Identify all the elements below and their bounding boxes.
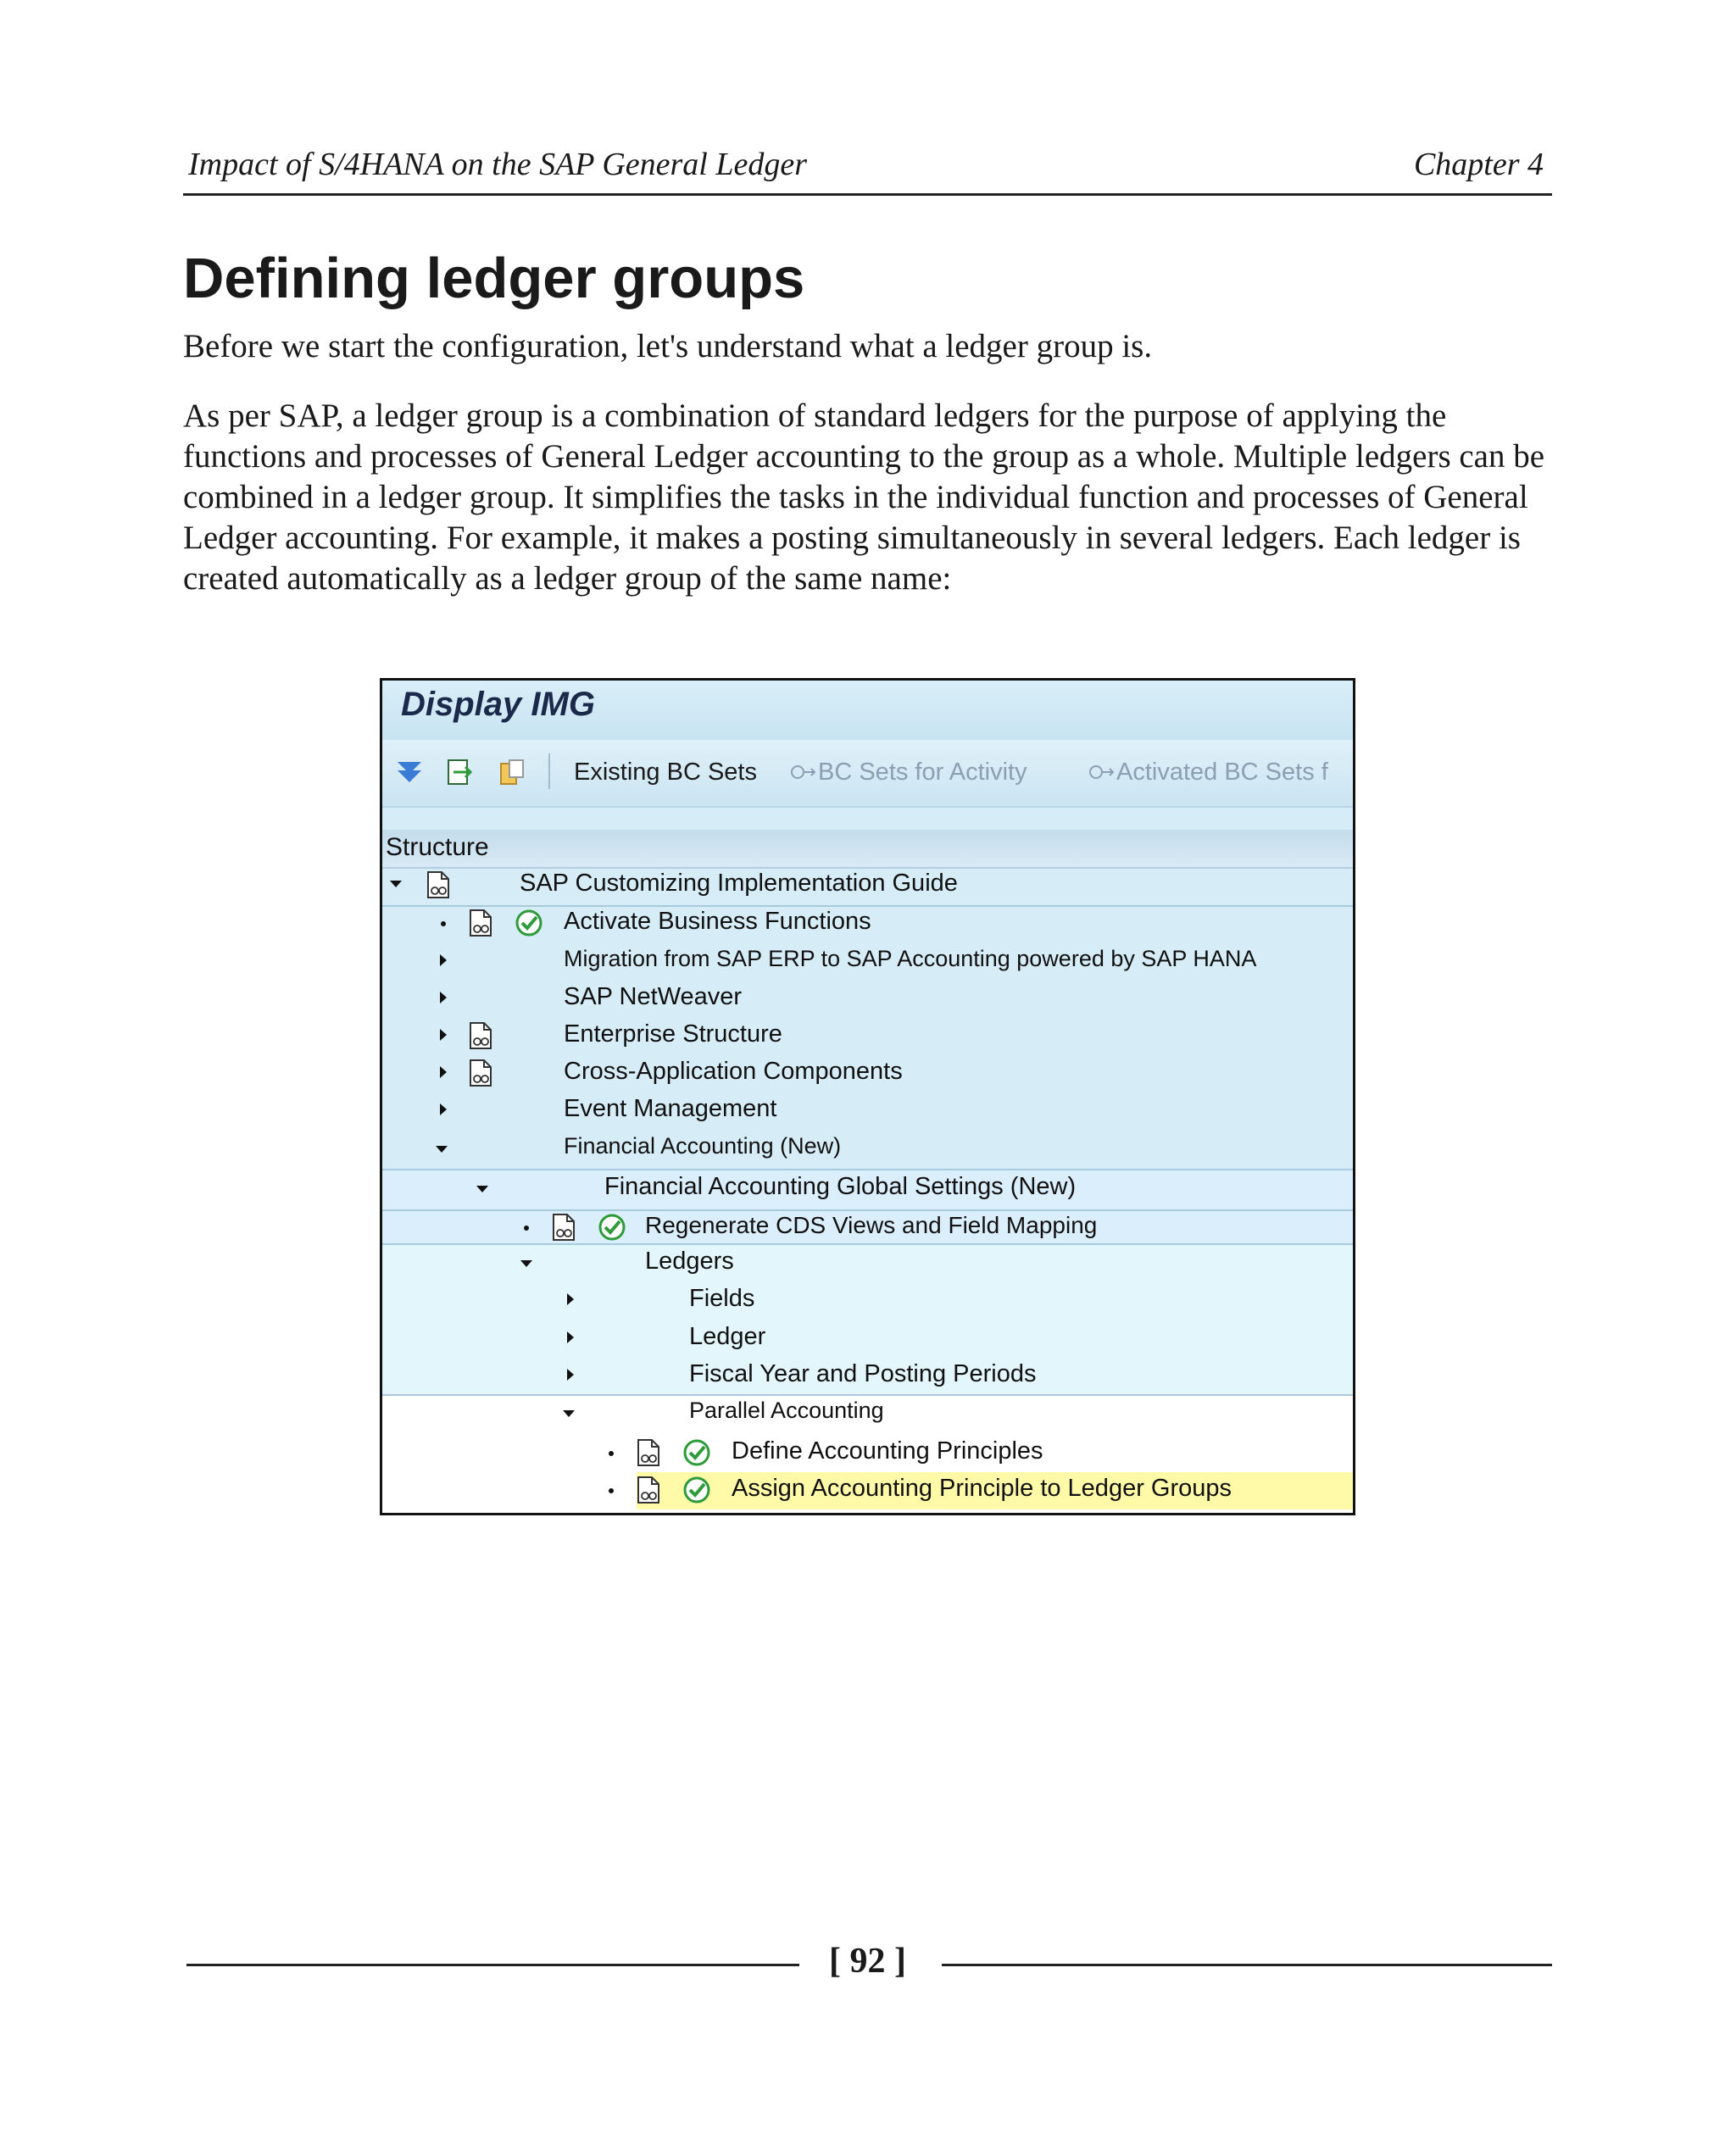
tree-node-label: Regenerate CDS Views and Field Mapping — [645, 1212, 1098, 1238]
structure-label: Structure — [386, 833, 489, 861]
footer-rule — [942, 1964, 1552, 1966]
chapter-number: Chapter 4 — [1413, 147, 1544, 182]
tree-node-label: SAP Customizing Implementation Guide — [520, 870, 958, 897]
tree-node-label: Fields — [689, 1285, 755, 1312]
toolbar — [382, 740, 1353, 808]
tree-node-label: Assign Accounting Principle to Ledger Groups — [732, 1475, 1232, 1502]
page-footer — [183, 1941, 1552, 1992]
collapse-icon[interactable] — [562, 1409, 576, 1419]
bullet-icon — [440, 920, 447, 927]
existing-bc-sets-button[interactable] — [574, 757, 757, 787]
tree-node[interactable] — [382, 1282, 1353, 1320]
tree-node[interactable] — [382, 1320, 1353, 1358]
tree-node[interactable] — [382, 1018, 1353, 1055]
window-title: Display IMG — [401, 686, 595, 723]
tree-node-label: Activate Business Functions — [564, 908, 871, 935]
tree-node[interactable] — [382, 1092, 1353, 1130]
expand-icon[interactable] — [565, 1292, 576, 1306]
tree-node[interactable] — [382, 1435, 1353, 1472]
page-number: [ 92 ] — [829, 1942, 906, 1981]
bc-set-icon — [789, 759, 818, 785]
window-title-bar — [382, 681, 1353, 740]
tree-node-label: Cross-Application Components — [564, 1058, 903, 1085]
tree-node[interactable] — [382, 1170, 1353, 1208]
tree-node-label: Ledger — [689, 1323, 766, 1350]
execute-activity-icon[interactable] — [598, 1213, 626, 1242]
documentation-icon[interactable] — [469, 1059, 492, 1087]
documentation-icon[interactable] — [426, 870, 450, 899]
execute-activity-icon[interactable] — [682, 1476, 711, 1504]
tree-node[interactable] — [382, 905, 1353, 942]
section-title: Defining ledger groups — [183, 247, 805, 310]
expand-icon[interactable] — [438, 1065, 448, 1079]
activated-bc-sets-button[interactable] — [1088, 757, 1328, 787]
bullet-icon — [608, 1487, 615, 1494]
tree-node[interactable] — [382, 1395, 1353, 1432]
expand-icon[interactable] — [565, 1368, 576, 1381]
clipboard-icon[interactable] — [496, 757, 526, 787]
documentation-icon[interactable] — [469, 909, 492, 937]
bc-sets-for-activity-label: BC Sets for Activity — [818, 758, 1027, 786]
find-icon[interactable] — [445, 757, 476, 787]
display-img-screenshot — [380, 678, 1355, 1515]
tree-node-selected[interactable] — [382, 1472, 1353, 1509]
expand-all-icon[interactable] — [394, 757, 425, 787]
tree-node-label: Event Management — [564, 1095, 777, 1122]
tree-node[interactable] — [382, 981, 1353, 1018]
tree-node-label: SAP NetWeaver — [564, 983, 743, 1010]
chapter-title: Impact of S/4HANA on the SAP General Ledger — [188, 147, 807, 182]
documentation-icon[interactable] — [637, 1438, 660, 1467]
documentation-icon[interactable] — [637, 1476, 660, 1504]
documentation-icon[interactable] — [469, 1021, 492, 1050]
expand-icon[interactable] — [438, 1028, 448, 1042]
tree-node-label: Enterprise Structure — [564, 1020, 782, 1048]
bullet-icon — [608, 1450, 615, 1457]
collapse-icon[interactable] — [389, 879, 403, 889]
expand-icon[interactable] — [438, 1103, 448, 1116]
tree-node-label: Define Accounting Principles — [732, 1437, 1043, 1465]
expand-icon[interactable] — [438, 991, 448, 1004]
tree-node[interactable] — [382, 1209, 1353, 1247]
collapse-icon[interactable] — [476, 1184, 489, 1194]
collapse-icon[interactable] — [520, 1259, 533, 1269]
collapse-icon[interactable] — [435, 1144, 448, 1154]
tree-node-label: Financial Accounting (New) — [564, 1133, 842, 1159]
tree-node-label: Fiscal Year and Posting Periods — [689, 1360, 1037, 1387]
activated-bc-sets-label: Activated BC Sets f — [1116, 758, 1328, 786]
tree-node-label: Ledgers — [645, 1248, 734, 1275]
tree-node[interactable] — [382, 943, 1353, 981]
tree-node-label: Financial Accounting Global Settings (New) — [604, 1173, 1077, 1200]
running-header — [183, 142, 1552, 196]
execute-activity-icon[interactable] — [515, 909, 543, 937]
documentation-icon[interactable] — [552, 1213, 576, 1242]
intro-paragraph: Before we start the configuration, let's understand what a ledger group is. — [183, 328, 1153, 364]
existing-bc-sets-label: Existing BC Sets — [574, 758, 757, 786]
tree-node[interactable] — [382, 1055, 1353, 1092]
tree-node-label: Parallel Accounting — [689, 1398, 884, 1423]
bullet-icon — [523, 1225, 530, 1231]
structure-header — [382, 830, 1353, 869]
toolbar-separator — [548, 753, 550, 789]
tree-node[interactable] — [382, 867, 1353, 904]
execute-activity-icon[interactable] — [682, 1438, 711, 1467]
tree-node[interactable] — [382, 1358, 1353, 1395]
tree-node-label: Migration from SAP ERP to SAP Accounting powered by SAP HANA — [564, 946, 1257, 971]
bc-sets-for-activity-button[interactable] — [789, 757, 1027, 787]
expand-icon[interactable] — [565, 1331, 576, 1344]
definition-paragraph: As per SAP, a ledger group is a combination of standard ledgers for the purpose of applying the functions and processes of General Ledger accounting to the group as a whole. Multiple ledgers can be combined in a ledger group. It simplifies the tasks in the individual function and processes of General Ledger accounting. For example, it makes a posting simultaneously in several ledgers. Each ledger is created automatically as a ledger group of the same name: — [183, 397, 1545, 597]
tree-node[interactable] — [382, 1245, 1353, 1282]
expand-icon[interactable] — [438, 953, 448, 967]
tree-node[interactable] — [382, 1131, 1353, 1168]
bc-set-icon — [1088, 759, 1116, 785]
